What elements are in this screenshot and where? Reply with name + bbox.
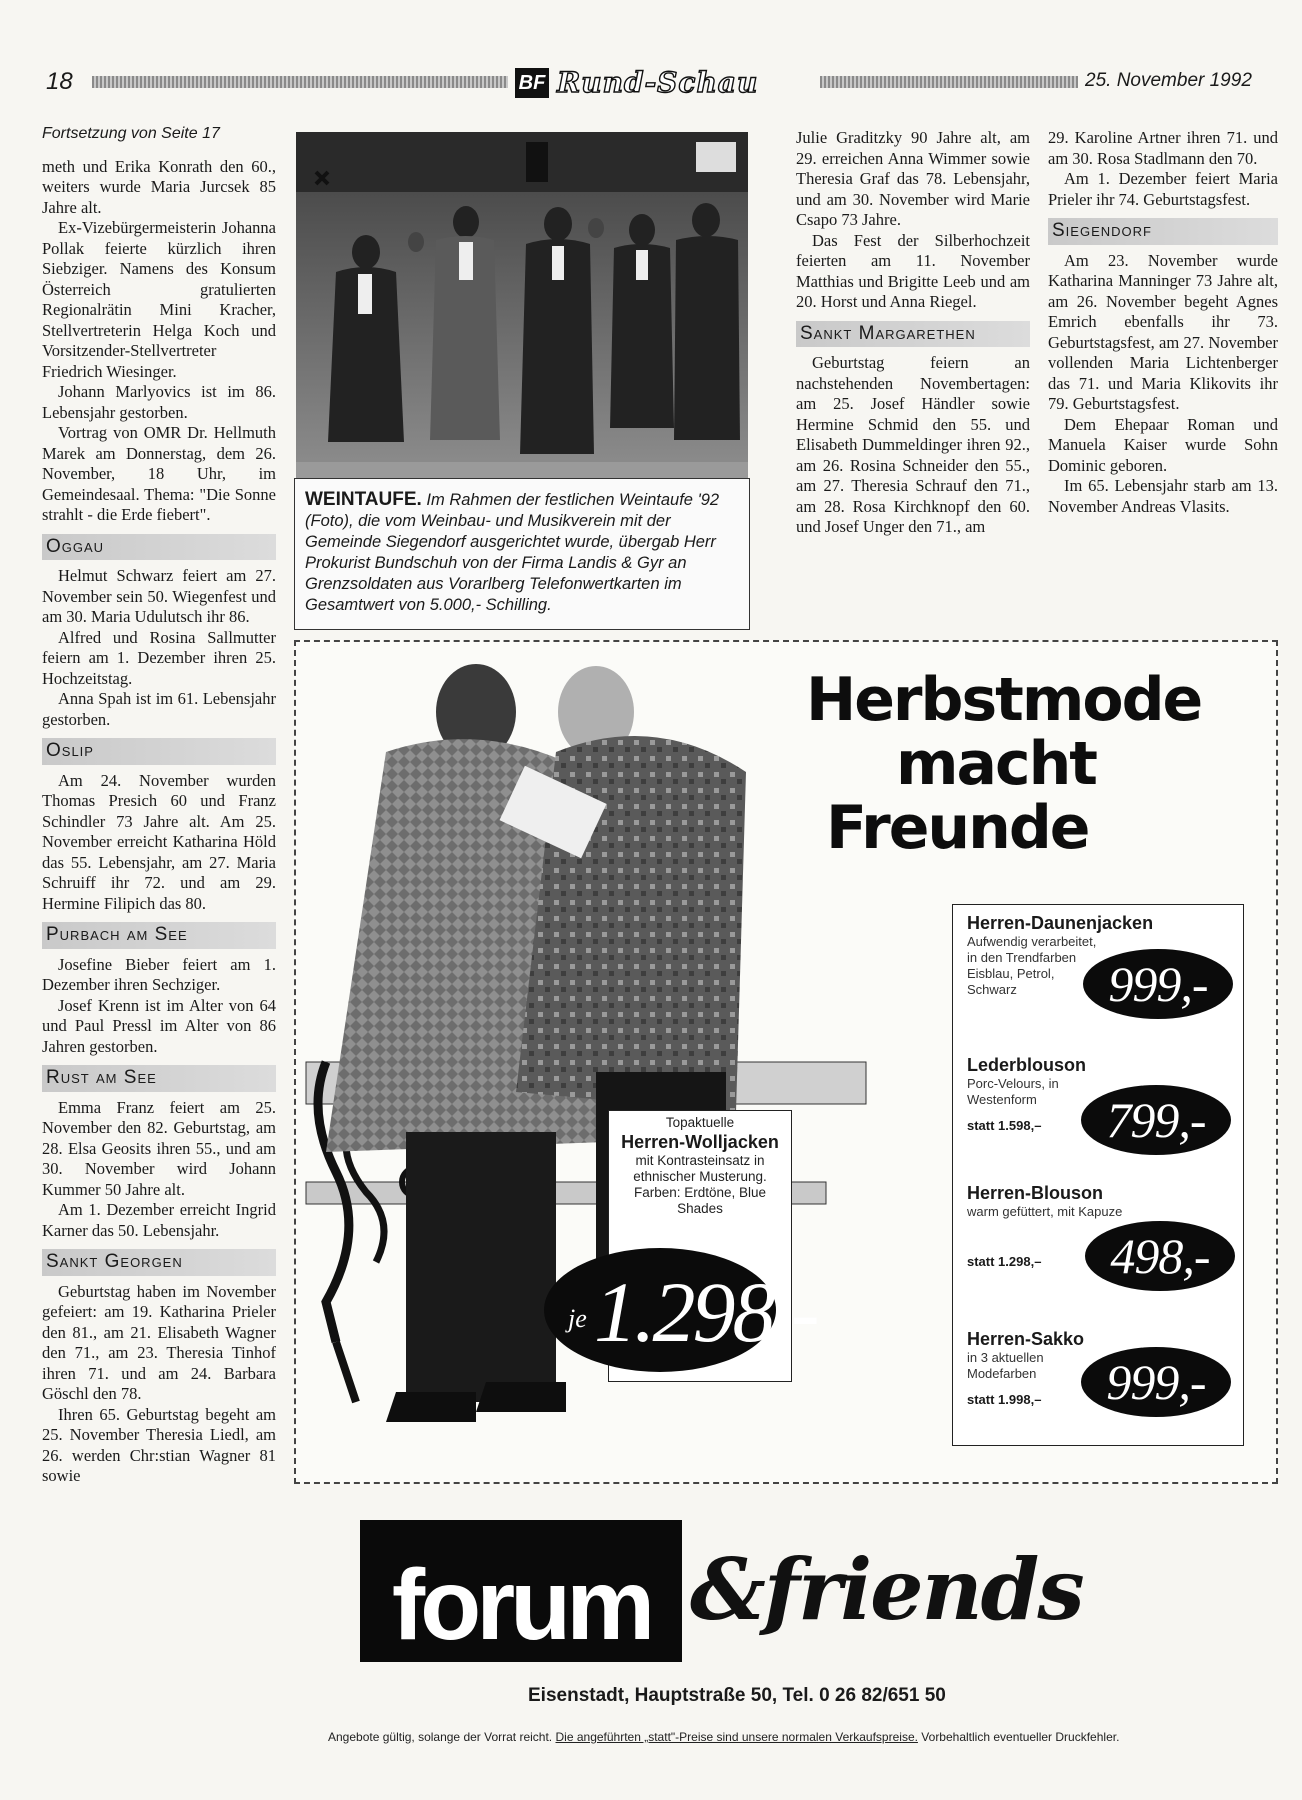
paragraph: Vortrag von OMR Dr. Hellmuth Marek am Donnerstag, dem 26. November, 18 Uhr, im Gemeindesaal. Thema: "Die Sonne strahlt - die Erde fiebert". [42, 423, 276, 524]
price-prefix: je [568, 1304, 587, 1333]
item-title: Herren-Blouson [967, 1183, 1104, 1203]
paragraph: Anna Spah ist im 61. Lebensjahr gestorben. [42, 689, 276, 729]
item-old-price: statt 1.598,– [967, 1118, 1042, 1133]
price-oval: 999,- [1083, 949, 1233, 1019]
column-4 [1048, 128, 1278, 517]
issue-date: 25. November 1992 [1085, 70, 1252, 91]
photo-illustration [296, 132, 748, 478]
paragraph: Am 23. November wurde Katharina Manninger 73 Jahre alt, am 26. November begeht Agnes Emrich ebenfalls ihr 73. Geburtstagsfest, am 27. November vollenden Maria Lichtenberger das 71. und Maria Klikovits ihr 79. Geburtstagsfest. [1048, 250, 1278, 413]
item-title: Lederblouson [967, 1055, 1087, 1075]
item-description: Aufwendig verarbeitet, in den Trendfarben Eisblau, Petrol, Schwarz [967, 934, 1097, 997]
paragraph: meth und Erika Konrath den 60., weiters wurde Maria Jurcsek 85 Jahre alt. [42, 156, 276, 217]
paragraph: Josefine Bieber feiert am 1. Dezember ihren Sechziger. [42, 954, 276, 994]
section-heading-sankt-georgen: Sankt Georgen [42, 1249, 276, 1276]
paragraph: Geburtstag feiern an nachstehenden Novembertagen: am 25. Josef Händler sowie Hermine Schmid den 55. und Elisabeth Dummeldinger ihren 92., am 26. Rosina Schneider den 55., am 27. Theresia Schrauf den 71., am 28. Rosa Kirchknopf den 60. und Josef Unger den 71., am [796, 353, 1030, 536]
section-heading-sankt-margarethen: Sankt Margarethen [796, 321, 1030, 348]
headline-line-1: Herbstmode [806, 665, 1202, 735]
headline-line-3: Freunde [826, 793, 1089, 863]
forum-logo [360, 1520, 682, 1662]
paragraph: Helmut Schwarz feiert am 27. November sein 50. Wiegenfest und am 30. Maria Udulutsch ihr 86. [42, 566, 276, 626]
price-oval: 799,- [1081, 1085, 1231, 1155]
paragraph: Dem Ehepaar Roman und Manuela Kaiser wurde Sohn Dominic geboren. [1048, 414, 1278, 475]
price-list-box [952, 904, 1244, 1446]
section-heading-rust: Rust am See [42, 1065, 276, 1092]
paragraph: Josef Krenn ist im Alter von 64 und Paul Pressl im Alter von 86 Jahren gestorben. [42, 995, 276, 1056]
paragraph: Ihren 65. Geburtstag begeht am 25. November Theresia Liedl, am 26. werden Chr:stian Wagner 81 sowie [42, 1404, 276, 1485]
wool-price: 1.298,- [594, 1264, 817, 1360]
bf-badge: BF [515, 68, 549, 98]
headline-line-2: macht [896, 729, 1096, 799]
photo-caption [305, 489, 739, 616]
paragraph: Im 65. Lebensjahr starb am 13. November Andreas Vlasits. [1048, 476, 1278, 516]
item-title: Herren-Daunenjacken [967, 913, 1154, 933]
paragraph: Am 1. Dezember erreicht Ingrid Karner das 50. Lebensjahr. [42, 1200, 276, 1240]
price-oval: 498,- [1085, 1221, 1235, 1291]
paragraph: Alfred und Rosina Sallmutter feiern am 1. Dezember ihren 25. Hochzeitstag. [42, 627, 276, 688]
paragraph: Das Fest der Silberhochzeit feierten am 11. November Matthias und Brigitte Leeb und am 20. Horst und Anna Riegel. [796, 230, 1030, 311]
paragraph: Am 24. November wurden Thomas Presich 60 und Franz Schindler 73 Jahre alt. Am 25. November erreicht Katharina Höld das 55. Lebensjahr, am 27. Maria Schruiff ihr 72. und am 29. Hermine Filipich das 80. [42, 770, 276, 913]
item-old-price: statt 1.298,– [967, 1254, 1042, 1269]
caption-lead: WEINTAUFE. [305, 489, 422, 510]
paragraph: Am 1. Dezember feiert Maria Prieler ihr 74. Geburtstagsfest. [1048, 169, 1278, 209]
wool-title: Herren-Wolljacken [621, 1132, 779, 1152]
item-title: Herren-Sakko [967, 1329, 1085, 1349]
section-heading-purbach: Purbach am See [42, 922, 276, 949]
section-heading-oslip: Oslip [42, 738, 276, 765]
column-3 [796, 128, 1030, 538]
price-oval: 999,- [1081, 1347, 1231, 1417]
paragraph: Johann Marlyovics ist im 86. Lebensjahr gestorben. [42, 382, 276, 422]
wool-price-oval [544, 1248, 817, 1372]
continuation-note: Fortsetzung von Seite 17 [42, 125, 220, 142]
paragraph: 29. Karoline Artner ihren 71. und am 30. Rosa Stadlmann den 70. [1048, 128, 1278, 168]
paragraph: Emma Franz feiert am 25. November den 82. Geburtstag, am 28. Elsa Geosits ihren 55., und am 30. November wird Johann Kummer 50 Jahre alt. [42, 1097, 276, 1199]
header-rule-left [92, 76, 508, 88]
ad-headline [806, 665, 1266, 863]
section-title: Rund-Schau [557, 66, 759, 99]
item-old-price: statt 1.998,– [967, 1392, 1042, 1407]
item-description: warm gefüttert, mit Kapuze [967, 1204, 1123, 1219]
page-number: 18 [46, 68, 73, 95]
item-description: Porc-Velours, in Westenform [967, 1076, 1059, 1107]
wool-pre: Topaktuelle [665, 1115, 735, 1130]
section-logo [515, 66, 805, 102]
header-rule-right [820, 76, 1078, 88]
item-description: in 3 aktuellen Modefarben [967, 1350, 1044, 1381]
photo-caption-box [294, 478, 750, 630]
event-photo [296, 132, 748, 478]
forum-wordmark: forum [391, 1549, 651, 1661]
section-heading-siegendorf: Siegendorf [1048, 218, 1278, 245]
friends-wordmark: &friends [690, 1540, 1083, 1639]
section-heading-oggau: Oggau [42, 534, 276, 561]
paragraph: Ex-Vizebürgermeisterin Johanna Pollak feierte kürzlich ihren Siebziger. Namens des Konsum Österreich gratulierten Regionalrätin Mini Kracher, Stellvertreterin Helga Koch und Vorsitzender-Stellvertreter Friedrich Wiesinger. [42, 218, 276, 381]
store-address: Eisenstadt, Hauptstraße 50, Tel. 0 26 82/651 50 [528, 1685, 946, 1706]
ad-disclaimer: Angebote gültig, solange der Vorrat reicht. Die angeführten „statt"-Preise sind unsere normalen Verkaufspreise. Vorbehaltlich eventueller Druckfehler. [328, 1730, 1120, 1744]
wool-description: mit Kontrasteinsatz in ethnischer Musterung. Farben: Erdtöne, Blue Shades [633, 1153, 767, 1216]
paragraph: Geburtstag haben im November gefeiert: am 19. Katharina Prieler den 81., am 21. Elisabeth Wagner den 71., am 23. Theresia Tinhof ihren 71. und am 24. Barbara Göschl den 78. [42, 1281, 276, 1403]
paragraph: Julie Graditzky 90 Jahre alt, am 29. erreichen Anna Wimmer sowie Theresia Graf das 78. Lebensjahr, und am 30. November wird Marie Csapo 73 Jahre. [796, 128, 1030, 229]
caption-text: Im Rahmen der festlichen Weintaufe '92 (Foto), die vom Weinbau- und Musikverein mit der Gemeinde Siegendorf ausgerichtet wurde, übergab Herr Prokurist Bundschuh von der Firma Landis & Gyr an Grenzsoldaten aus Vorarlberg Telefonwertkarten im Gesamtwert von 5.000,- Schilling. [305, 491, 720, 614]
column-1 [42, 124, 276, 1487]
